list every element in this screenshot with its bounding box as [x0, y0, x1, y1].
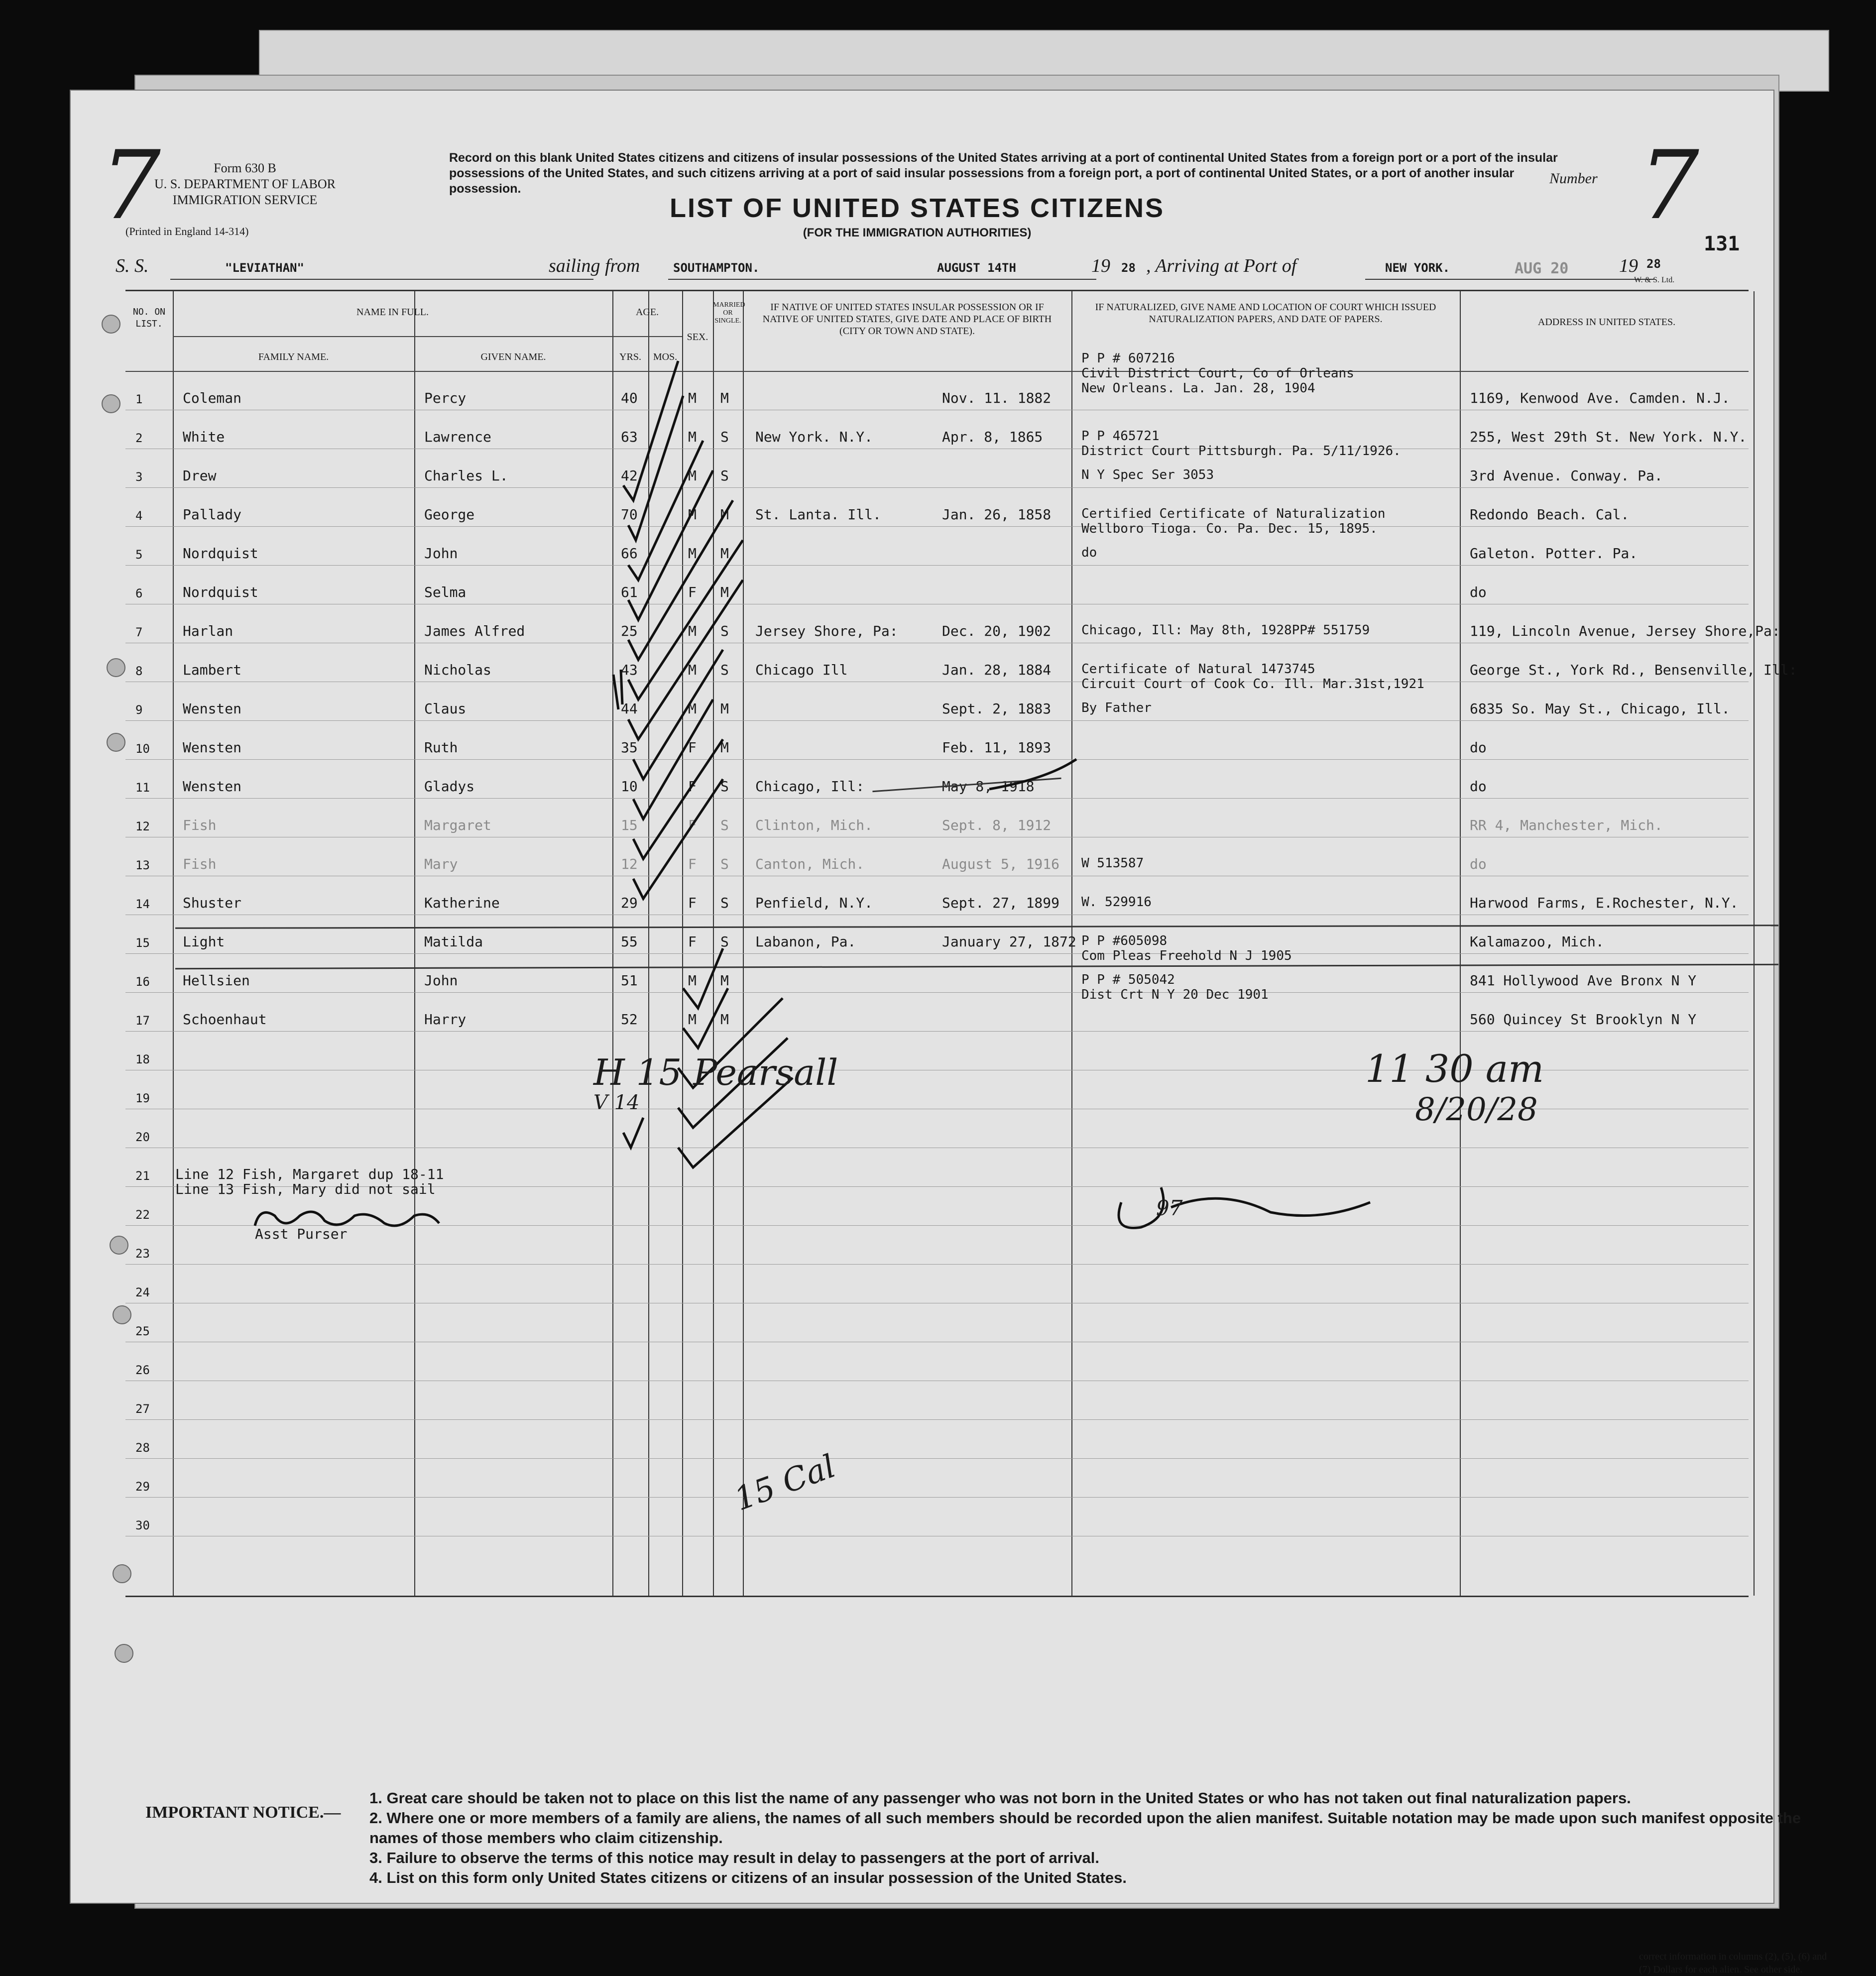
birth-place-cell: New York. N.Y.	[755, 429, 873, 445]
bottom-note: correct information in columns (2), (5), (6) and (7) Dollars for each alien. See other side.	[1639, 1951, 1827, 1975]
family-name-cell: Wensten	[183, 778, 242, 795]
naturalization-cell: N Y Spec Ser 3053	[1081, 467, 1214, 482]
marital-status-cell: S	[720, 467, 729, 484]
family-name-cell: Wensten	[183, 739, 242, 756]
given-name-cell: Nicholas	[424, 662, 491, 678]
family-name-cell: Drew	[183, 467, 217, 484]
marital-status-cell: M	[720, 506, 729, 523]
sex-cell: F	[688, 856, 697, 872]
col-header-address: ADDRESS IN UNITED STATES.	[1537, 317, 1676, 328]
punch-hole	[115, 1644, 133, 1663]
marital-status-cell: S	[720, 817, 729, 833]
naturalization-cell: Certificate of Natural 1473745	[1081, 662, 1315, 677]
birth-date-cell: Feb. 11, 1893	[942, 739, 1052, 756]
sex-cell: M	[688, 1011, 697, 1028]
address-cell: Redondo Beach. Cal.	[1470, 506, 1630, 523]
sailing-label: sailing from	[549, 255, 640, 276]
marital-status-cell: M	[720, 972, 729, 989]
notice-item-2: 2. Where one or more members of a family are aliens, the names of all such members should be recorded upon the alien manifest. Suitable notation may be made upon such manifest opposite the names of those members who claim citizenship.	[369, 1809, 1801, 1847]
handwritten-h15-pearsall: H 15 Pearsall	[593, 1051, 838, 1093]
family-name-cell: Pallady	[183, 506, 242, 523]
age-years-cell: 63	[621, 429, 638, 445]
punch-hole	[102, 315, 120, 334]
family-name-cell: Wensten	[183, 700, 242, 717]
given-name-cell: Percy	[424, 390, 467, 406]
sex-cell: F	[688, 933, 697, 950]
naturalization-cell: P P 465721	[1081, 429, 1160, 444]
sex-cell: F	[688, 817, 697, 833]
col-header-sex: SEX.	[687, 332, 708, 343]
row-number-cell: 15	[135, 936, 150, 950]
given-name-cell: Claus	[424, 700, 467, 717]
row-number-cell: 1	[135, 392, 143, 406]
address-cell: 119, Lincoln Avenue, Jersey Shore,Pa:	[1470, 623, 1780, 639]
naturalization-cell: Wellboro Tioga. Co. Pa. Dec. 15, 1895.	[1081, 521, 1378, 536]
row-number-cell: 22	[135, 1208, 150, 1222]
naturalization-cell: P P #605098	[1081, 933, 1168, 948]
arrival-port: NEW YORK.	[1385, 261, 1450, 275]
note-line-12: Line 12 Fish, Margaret dup 18-11	[175, 1166, 444, 1182]
naturalization-cell: P P # 607216	[1081, 351, 1175, 366]
handwritten-time: 11 30 am	[1365, 1046, 1544, 1091]
sheet-number: 7	[1639, 130, 1699, 240]
purser-title: Asst Purser	[255, 1226, 348, 1242]
punch-hole	[102, 394, 120, 413]
marital-status-cell: M	[720, 700, 729, 717]
given-name-cell: Ruth	[424, 739, 458, 756]
birth-date-cell: August 5, 1916	[942, 856, 1060, 872]
family-name-cell: Fish	[183, 856, 217, 872]
row-number-cell: 11	[135, 781, 150, 795]
check-mark	[683, 948, 723, 1008]
printer-mark: W. & S. Ltd.	[1634, 276, 1675, 284]
birth-place-cell: Chicago, Ill:	[755, 778, 865, 795]
row-number-cell: 29	[135, 1480, 150, 1494]
row-number-cell: 27	[135, 1402, 150, 1416]
given-name-cell: Lawrence	[424, 429, 491, 445]
row-number-cell: 10	[135, 742, 150, 756]
row-number-cell: 21	[135, 1169, 150, 1183]
col-header-given: GIVEN NAME.	[480, 351, 546, 362]
address-cell: 1169, Kenwood Ave. Camden. N.J.	[1470, 390, 1730, 406]
family-name-cell: Harlan	[183, 623, 234, 639]
handwritten-date: 8/20/28	[1415, 1091, 1538, 1128]
sex-cell: M	[688, 662, 697, 678]
given-name-cell: Charles L.	[424, 467, 508, 484]
family-name-cell: Light	[183, 933, 225, 950]
given-name-cell: John	[424, 972, 458, 989]
marital-status-cell: S	[720, 895, 729, 911]
year-prefix: 19	[1091, 255, 1110, 276]
marital-status-cell: M	[720, 545, 729, 562]
sex-cell: M	[688, 700, 697, 717]
col-header-married: MARRIED OR SINGLE.	[713, 301, 745, 325]
sex-cell: M	[688, 545, 697, 562]
row-number-cell: 25	[135, 1324, 150, 1338]
ship-name: "LEVIATHAN"	[225, 261, 304, 275]
birth-date-cell: Dec. 20, 1902	[942, 623, 1052, 639]
family-name-cell: Fish	[183, 817, 217, 833]
handwritten-97: 97	[1156, 1196, 1183, 1220]
col-header-age: AGE.	[635, 307, 659, 318]
sex-cell: M	[688, 390, 697, 406]
row-number-cell: 26	[135, 1363, 150, 1377]
marital-status-cell: S	[720, 856, 729, 872]
service-name: IMMIGRATION SERVICE	[172, 193, 318, 207]
printed-note: (Printed in England 14-314)	[125, 225, 249, 237]
address-cell: RR 4, Manchester, Mich.	[1470, 817, 1663, 833]
sex-cell: F	[688, 739, 697, 756]
age-years-cell: 61	[621, 584, 638, 600]
birth-place-cell: Jersey Shore, Pa:	[755, 623, 898, 639]
naturalization-cell: Dist Crt N Y 20 Dec 1901	[1081, 987, 1269, 1002]
naturalization-cell: Certified Certificate of Naturalization	[1081, 506, 1386, 521]
checkmarks-overlay	[125, 291, 1749, 1596]
marital-status-cell: S	[720, 933, 729, 950]
naturalization-cell: Com Pleas Freehold N J 1905	[1081, 948, 1292, 963]
given-name-cell: George	[424, 506, 475, 523]
notice-item-4: 4. List on this form only United States citizens or citizens of an insular possession of the United States.	[369, 1869, 1127, 1886]
arrival-year: 28	[1646, 257, 1661, 271]
scribble-mark	[989, 759, 1076, 789]
family-name-cell: Lambert	[183, 662, 242, 678]
passenger-table	[125, 290, 1797, 1597]
birth-place-cell: Canton, Mich.	[755, 856, 865, 872]
birth-place-cell: Clinton, Mich.	[755, 817, 873, 833]
given-name-cell: Margaret	[424, 817, 491, 833]
age-years-cell: 51	[621, 972, 638, 989]
age-years-cell: 29	[621, 895, 638, 911]
page-stamp: 131	[1704, 232, 1740, 255]
birth-place-cell: Penfield, N.Y.	[755, 895, 873, 911]
birth-place-cell: Labanon, Pa.	[755, 933, 856, 950]
handwritten-corner-number: 7	[101, 130, 161, 240]
marital-status-cell: M	[720, 584, 729, 600]
ss-label: S. S.	[116, 255, 149, 276]
birth-date-cell: May 8, 1918	[942, 778, 1035, 795]
age-years-cell: 40	[621, 390, 638, 406]
marital-status-cell: S	[720, 662, 729, 678]
check-mark	[633, 699, 713, 819]
naturalization-cell: Civil District Court, Co of Orleans	[1081, 366, 1354, 381]
naturalization-cell: do	[1081, 545, 1097, 560]
sex-cell: M	[688, 972, 697, 989]
col-header-no: NO. ON LIST.	[132, 307, 166, 329]
check-mark	[628, 396, 683, 540]
age-years-cell: 66	[621, 545, 638, 562]
col-header-family: FAMILY NAME.	[258, 351, 329, 362]
family-name-cell: Coleman	[183, 390, 242, 406]
address-cell: 6835 So. May St., Chicago, Ill.	[1470, 700, 1730, 717]
marital-status-cell: S	[720, 778, 729, 795]
signature-scribble	[1171, 1198, 1370, 1215]
row-number-cell: 7	[135, 625, 143, 639]
age-years-cell: 12	[621, 856, 638, 872]
row-number-cell: 28	[135, 1441, 150, 1455]
row-number-cell: 3	[135, 470, 143, 484]
row-number-cell: 8	[135, 664, 143, 678]
check-mark	[623, 361, 678, 500]
tally-mark	[613, 670, 622, 709]
birth-date-cell: Sept. 27, 1899	[942, 895, 1060, 911]
row-number-cell: 6	[135, 586, 143, 600]
address-cell: do	[1470, 584, 1487, 600]
marital-status-cell: S	[720, 623, 729, 639]
col-header-yrs: YRS.	[619, 351, 641, 362]
notice-list	[369, 1788, 1848, 1888]
row-number-cell: 4	[135, 509, 143, 523]
departure-year: 28	[1121, 261, 1136, 275]
birth-date-cell: Jan. 26, 1858	[942, 506, 1052, 523]
marital-status-cell: M	[720, 739, 729, 756]
given-name-cell: James Alfred	[424, 623, 525, 639]
address-cell: do	[1470, 778, 1487, 795]
family-name-cell: Nordquist	[183, 584, 258, 600]
given-name-cell: Matilda	[424, 933, 483, 950]
sex-cell: M	[688, 467, 697, 484]
given-name-cell: John	[424, 545, 458, 562]
row-number-cell: 9	[135, 703, 143, 717]
address-cell: 255, West 29th St. New York. N.Y.	[1470, 429, 1747, 445]
age-years-cell: 43	[621, 662, 638, 678]
row-number-cell: 30	[135, 1518, 150, 1532]
naturalization-cell: Circuit Court of Cook Co. Ill. Mar.31st,1921	[1081, 677, 1424, 692]
handwritten-v14: V 14	[593, 1091, 640, 1114]
address-cell: 841 Hollywood Ave Bronx N Y	[1470, 972, 1697, 989]
row-number-cell: 12	[135, 819, 150, 833]
marital-status-cell: M	[720, 390, 729, 406]
given-name-cell: Selma	[424, 584, 467, 600]
age-years-cell: 25	[621, 623, 638, 639]
form-instructions: Record on this blank United States citizens and citizens of insular possessions of the United States arriving at a port of continental United States from a foreign port or a port of the insular possessions of the United States, and such citizens arriving at a port of said insular possessions from a foreign port, a port of continental United States, or a port of another insular possession.	[449, 151, 1558, 196]
family-name-cell: Nordquist	[183, 545, 258, 562]
notice-item-1: 1. Great care should be taken not to place on this list the name of any passenger who was not born in the United States or who has not taken out final naturalization papers.	[369, 1789, 1631, 1807]
col-header-name: NAME IN FULL.	[356, 307, 429, 318]
birth-date-cell: Sept. 8, 1912	[942, 817, 1052, 833]
row-number-cell: 20	[135, 1130, 150, 1144]
department-name: U. S. DEPARTMENT OF LABOR	[154, 177, 336, 191]
page-subtitle: (FOR THE IMMIGRATION AUTHORITIES)	[803, 226, 1032, 239]
naturalization-cell: District Court Pittsburgh. Pa. 5/11/1926.	[1081, 444, 1401, 459]
birth-date-cell: Jan. 28, 1884	[942, 662, 1052, 678]
number-label: Number	[1549, 170, 1598, 187]
departure-date: AUGUST 14TH	[937, 261, 1016, 275]
naturalization-cell: By Father	[1081, 700, 1152, 715]
marital-status-cell: S	[720, 429, 729, 445]
check-mark	[633, 779, 723, 899]
handwritten-15-cal: 15 Cal	[729, 1448, 840, 1518]
row-number-cell: 19	[135, 1091, 150, 1105]
col-header-birth: IF NATIVE OF UNITED STATES INSULAR POSSESSION OR IF NATIVE OF UNITED STATES, GIVE DATE AND PLACE OF BIRTH (CITY OR TOWN AND STATE).	[762, 302, 1052, 337]
given-name-cell: Katherine	[424, 895, 500, 911]
age-years-cell: 70	[621, 506, 638, 523]
age-years-cell: 10	[621, 778, 638, 795]
check-mark	[623, 1118, 643, 1148]
departure-port: SOUTHAMPTON.	[673, 261, 760, 275]
birth-date-cell: Apr. 8, 1865	[942, 429, 1043, 445]
notice-label: IMPORTANT NOTICE.—	[145, 1803, 341, 1822]
punch-hole	[107, 733, 125, 752]
row-number-cell: 23	[135, 1247, 150, 1261]
row-number-cell: 14	[135, 897, 150, 911]
col-header-mos: MOS.	[653, 351, 678, 362]
age-years-cell: 55	[621, 933, 638, 950]
row-number-cell: 13	[135, 858, 150, 872]
sex-cell: M	[688, 506, 697, 523]
birth-date-cell: January 27, 1872	[942, 933, 1076, 950]
form-number: Form 630 B	[214, 161, 276, 175]
age-years-cell: 15	[621, 817, 638, 833]
naturalization-cell: W 513587	[1081, 856, 1144, 871]
family-name-cell: Hellsien	[183, 972, 250, 989]
birth-date-cell: Nov. 11. 1882	[942, 390, 1052, 406]
notice-item-3: 3. Failure to observe the terms of this notice may result in delay to passengers at the port of arrival.	[369, 1849, 1100, 1866]
age-years-cell: 52	[621, 1011, 638, 1028]
page-title: LIST OF UNITED STATES CITIZENS	[670, 193, 1165, 223]
naturalization-cell: Chicago, Ill: May 8th, 1928PP# 551759	[1081, 623, 1370, 638]
sex-cell: M	[688, 429, 697, 445]
row-number-cell: 16	[135, 975, 150, 989]
col-header-naturalized: IF NATURALIZED, GIVE NAME AND LOCATION OF COURT WHICH ISSUED NATURALIZATION PAPERS, AND DATE OF PAPERS.	[1095, 302, 1436, 325]
family-name-cell: Schoenhaut	[183, 1011, 267, 1028]
arrival-date-stamp: AUG 20	[1515, 260, 1569, 277]
given-name-cell: Harry	[424, 1011, 467, 1028]
address-cell: 3rd Avenue. Conway. Pa.	[1470, 467, 1663, 484]
family-name-cell: White	[183, 429, 225, 445]
check-mark	[628, 470, 713, 620]
given-name-cell: Mary	[424, 856, 458, 872]
age-years-cell: 35	[621, 739, 638, 756]
naturalization-cell: New Orleans. La. Jan. 28, 1904	[1081, 381, 1315, 396]
arriving-label: , Arriving at Port of	[1146, 255, 1297, 276]
form-identifier	[145, 160, 345, 208]
sex-cell: F	[688, 584, 697, 600]
row-number-cell: 24	[135, 1285, 150, 1299]
address-cell: George St., York Rd., Bensenville, Ill:	[1470, 662, 1797, 678]
row-number-cell: 5	[135, 548, 143, 562]
punch-hole	[107, 658, 125, 677]
address-cell: do	[1470, 856, 1487, 872]
naturalization-cell: P P # 505042	[1081, 972, 1175, 987]
sex-cell: F	[688, 895, 697, 911]
marital-status-cell: M	[720, 1011, 729, 1028]
given-name-cell: Gladys	[424, 778, 475, 795]
address-cell: Galeton. Potter. Pa.	[1470, 545, 1638, 562]
naturalization-cell: W. 529916	[1081, 895, 1152, 910]
note-line-13: Line 13 Fish, Mary did not sail	[175, 1181, 436, 1197]
birth-place-cell: St. Lanta. Ill.	[755, 506, 881, 523]
year-prefix-2: 19	[1619, 255, 1638, 276]
address-cell: do	[1470, 739, 1487, 756]
address-cell: Kalamazoo, Mich.	[1470, 933, 1604, 950]
manifest-page	[70, 90, 1827, 1975]
row-number-cell: 2	[135, 431, 143, 445]
age-years-cell: 44	[621, 700, 638, 717]
address-cell: 560 Quincey St Brooklyn N Y	[1470, 1011, 1697, 1028]
sex-cell: M	[688, 623, 697, 639]
birth-date-cell: Sept. 2, 1883	[942, 700, 1052, 717]
row-number-cell: 17	[135, 1014, 150, 1028]
sex-cell: F	[688, 778, 697, 795]
age-years-cell: 42	[621, 467, 638, 484]
row-number-cell: 18	[135, 1052, 150, 1066]
address-cell: Harwood Farms, E.Rochester, N.Y.	[1470, 895, 1739, 911]
family-name-cell: Shuster	[183, 895, 242, 911]
birth-place-cell: Chicago Ill	[755, 662, 848, 678]
